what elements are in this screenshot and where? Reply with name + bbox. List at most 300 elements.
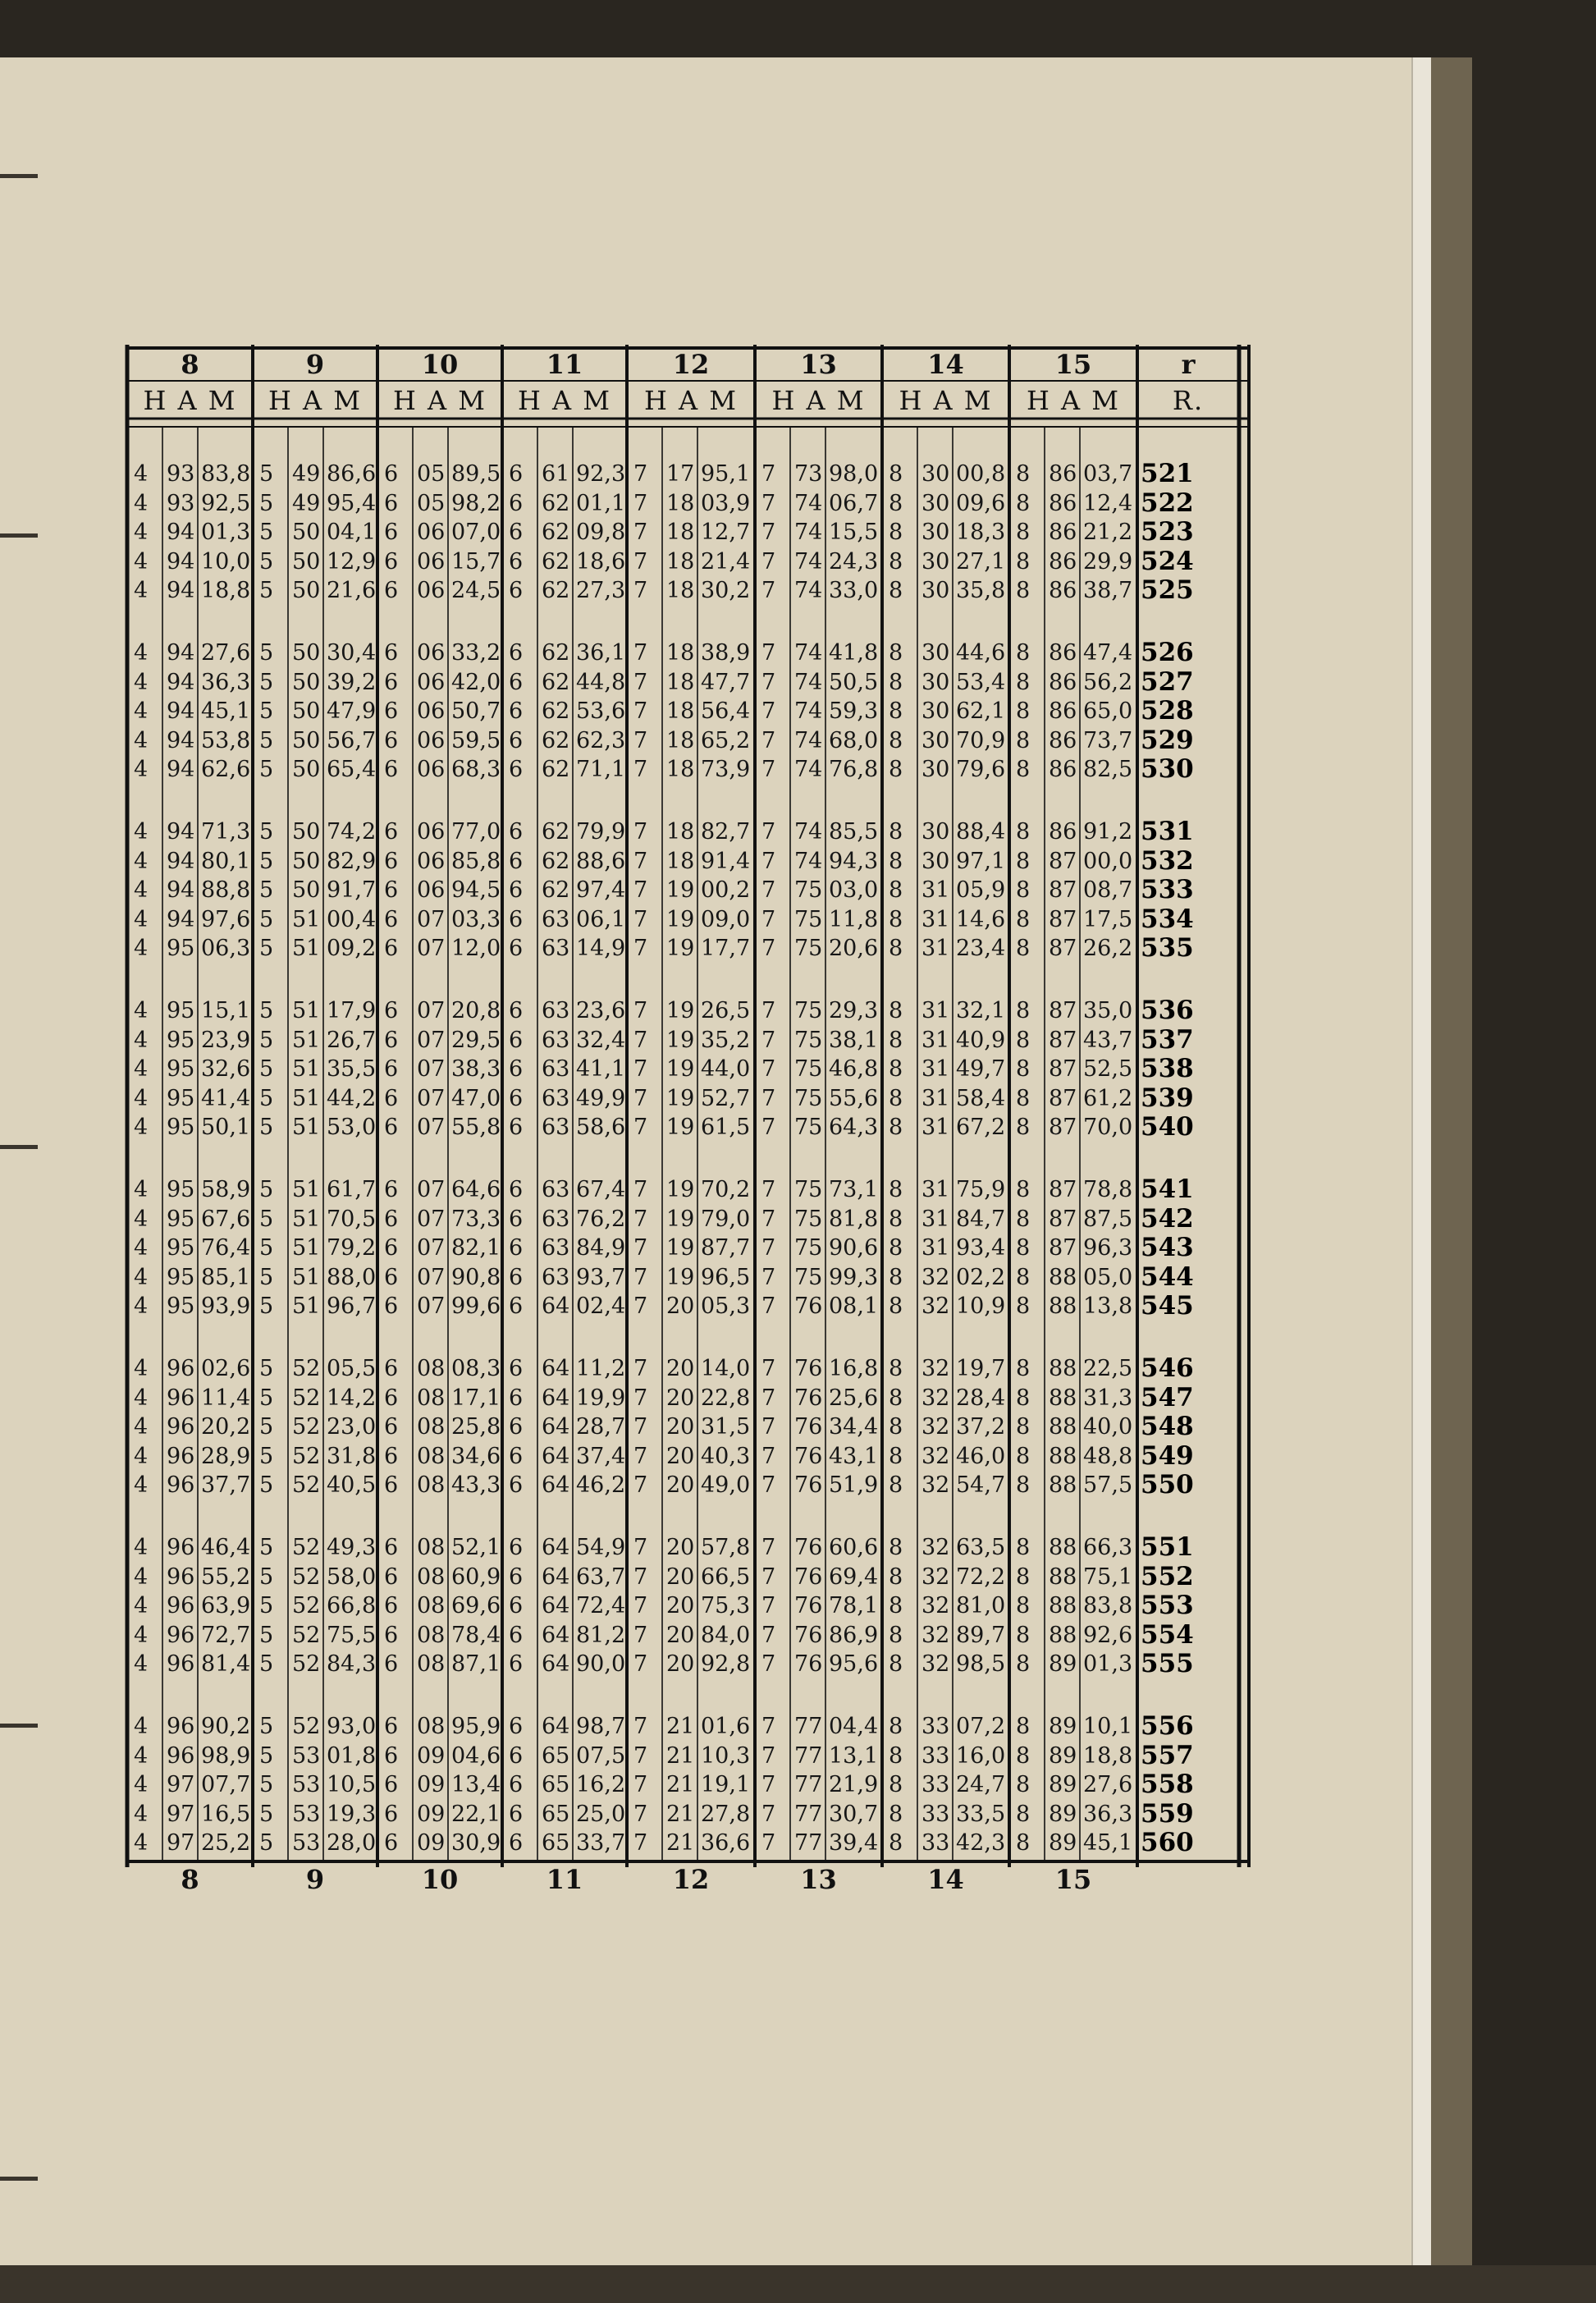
cell-hours: 8 [889, 490, 903, 516]
cell-minutes: 67,2 [956, 1115, 1006, 1141]
cell-minutes: 07,0 [451, 520, 501, 546]
cell-hours: 7 [761, 1622, 776, 1648]
cell-hours: 8 [1016, 1264, 1031, 1290]
row-number-r: 542 [1141, 1203, 1194, 1234]
cell-minutes: 98,9 [201, 1742, 251, 1769]
cell-degrees: 96 [167, 1472, 195, 1499]
cell-degrees: 51 [292, 906, 321, 932]
cell-degrees: 06 [417, 698, 446, 725]
row-number-r: 527 [1141, 666, 1194, 697]
column-subheader-8: H A M [1026, 385, 1121, 416]
cell-minutes: 50,5 [829, 669, 879, 695]
cell-hours: 5 [259, 640, 274, 666]
cell-hours: 7 [633, 727, 648, 753]
cell-degrees: 53 [292, 1772, 321, 1798]
cell-minutes: 75,1 [1083, 1564, 1133, 1590]
cell-degrees: 62 [542, 640, 570, 666]
cell-minutes: 01,6 [701, 1714, 751, 1739]
cell-minutes: 65,2 [701, 727, 751, 753]
cell-hours: 7 [761, 1177, 776, 1202]
cell-hours: 8 [889, 1177, 903, 1202]
cell-hours: 6 [384, 1115, 399, 1141]
cell-hours: 4 [134, 1235, 149, 1261]
cell-degrees: 76 [794, 1356, 823, 1381]
cell-degrees: 63 [542, 1056, 570, 1083]
cell-degrees: 31 [921, 877, 950, 904]
cell-minutes: 17,7 [701, 936, 751, 962]
footer-column-8: 15 [1054, 1864, 1092, 1895]
cell-degrees: 88 [1049, 1264, 1077, 1290]
cell-hours: 4 [134, 1622, 149, 1648]
binding-mark [0, 1145, 38, 1149]
cell-degrees: 52 [292, 1443, 321, 1469]
cell-degrees: 08 [417, 1443, 446, 1469]
cell-hours: 8 [889, 1593, 903, 1619]
cell-hours: 5 [259, 1443, 274, 1469]
cell-degrees: 18 [666, 819, 695, 845]
cell-degrees: 93 [167, 461, 195, 487]
cell-degrees: 21 [666, 1714, 695, 1739]
cell-minutes: 22,1 [451, 1801, 501, 1827]
cell-hours: 6 [509, 757, 524, 783]
cell-minutes: 98,2 [451, 490, 501, 516]
cell-hours: 4 [134, 1830, 149, 1857]
row-number-r: 555 [1141, 1649, 1194, 1679]
cell-degrees: 74 [794, 490, 823, 516]
cell-hours: 6 [509, 1085, 524, 1111]
cell-hours: 6 [509, 1177, 524, 1202]
cell-minutes: 28,4 [956, 1385, 1006, 1411]
cell-hours: 6 [509, 1772, 524, 1798]
cell-hours: 6 [384, 1206, 399, 1232]
cell-hours: 7 [633, 669, 648, 695]
cell-minutes: 79,2 [327, 1235, 377, 1261]
cell-hours: 8 [889, 1085, 903, 1111]
cell-degrees: 30 [921, 548, 950, 575]
cell-degrees: 75 [794, 1027, 823, 1053]
cell-hours: 5 [259, 1385, 274, 1411]
cell-minutes: 13,8 [1083, 1293, 1133, 1320]
cell-hours: 6 [384, 1801, 399, 1827]
cell-degrees: 75 [794, 998, 823, 1023]
cell-degrees: 19 [666, 1085, 695, 1111]
cell-hours: 6 [509, 520, 524, 546]
cell-minutes: 81,0 [956, 1593, 1006, 1619]
row-number-r: 560 [1141, 1828, 1194, 1858]
cell-minutes: 73,3 [451, 1206, 501, 1232]
cell-degrees: 62 [542, 757, 570, 783]
cell-hours: 6 [384, 1264, 399, 1290]
cell-minutes: 14,6 [956, 906, 1006, 932]
cell-minutes: 88,4 [956, 819, 1006, 845]
footer-column-5: 12 [672, 1864, 710, 1895]
cell-degrees: 06 [417, 757, 446, 783]
cell-hours: 7 [633, 1564, 648, 1590]
cell-hours: 7 [633, 1742, 648, 1769]
cell-hours: 7 [633, 1385, 648, 1411]
cell-degrees: 07 [417, 1206, 446, 1232]
cell-hours: 6 [384, 490, 399, 516]
footer-column-4: 11 [546, 1864, 583, 1895]
cell-degrees: 30 [921, 819, 950, 845]
cell-hours: 4 [134, 1714, 149, 1739]
cell-degrees: 86 [1049, 819, 1077, 845]
column-subheader-7: H A M [899, 385, 993, 416]
column-header-8: 15 [1054, 349, 1092, 380]
cell-minutes: 11,2 [576, 1356, 626, 1381]
cell-hours: 8 [889, 1472, 903, 1499]
cell-hours: 4 [134, 906, 149, 932]
cell-hours: 4 [134, 727, 149, 753]
cell-minutes: 19,7 [956, 1356, 1006, 1381]
cell-minutes: 97,4 [576, 877, 626, 904]
cell-degrees: 77 [794, 1772, 823, 1798]
cell-degrees: 51 [292, 936, 321, 962]
cell-hours: 7 [633, 1830, 648, 1857]
cell-hours: 6 [509, 877, 524, 904]
cell-hours: 8 [1016, 490, 1031, 516]
cell-degrees: 20 [666, 1414, 695, 1440]
cell-minutes: 98,0 [829, 461, 879, 487]
cell-degrees: 76 [794, 1535, 823, 1560]
cell-degrees: 73 [794, 461, 823, 487]
cell-minutes: 63,9 [201, 1593, 251, 1619]
column-header-9: r [1181, 349, 1196, 380]
cell-minutes: 02,6 [201, 1356, 251, 1381]
cell-minutes: 35,0 [1083, 998, 1133, 1023]
cell-degrees: 31 [921, 1177, 950, 1202]
cell-hours: 6 [509, 1056, 524, 1083]
cell-degrees: 06 [417, 578, 446, 604]
cell-minutes: 42,0 [451, 669, 501, 695]
cell-degrees: 49 [292, 490, 321, 516]
column-header-6: 13 [800, 349, 837, 380]
cell-degrees: 08 [417, 1385, 446, 1411]
column-header-5: 12 [672, 349, 710, 380]
cell-degrees: 08 [417, 1651, 446, 1678]
cell-hours: 8 [889, 877, 903, 904]
cell-hours: 7 [761, 906, 776, 932]
cell-hours: 8 [889, 1801, 903, 1827]
cell-hours: 6 [509, 1564, 524, 1590]
cell-hours: 7 [633, 1056, 648, 1083]
cell-degrees: 88 [1049, 1535, 1077, 1560]
cell-hours: 8 [889, 1264, 903, 1290]
cell-degrees: 63 [542, 1085, 570, 1111]
cell-minutes: 33,7 [576, 1830, 626, 1857]
cell-degrees: 07 [417, 1293, 446, 1320]
cell-degrees: 09 [417, 1772, 446, 1798]
cell-degrees: 07 [417, 936, 446, 962]
cell-hours: 8 [1016, 1714, 1031, 1739]
cell-hours: 7 [633, 1177, 648, 1202]
cell-minutes: 06,7 [829, 490, 879, 516]
cell-hours: 8 [1016, 1564, 1031, 1590]
cell-degrees: 19 [666, 1206, 695, 1232]
cell-degrees: 33 [921, 1742, 950, 1769]
cell-minutes: 52,1 [451, 1535, 501, 1560]
footer-column-6: 13 [800, 1864, 837, 1895]
row-number-r: 544 [1141, 1261, 1194, 1292]
cell-hours: 6 [509, 1385, 524, 1411]
cell-degrees: 74 [794, 640, 823, 666]
cell-degrees: 08 [417, 1535, 446, 1560]
row-number-r: 530 [1141, 754, 1194, 785]
cell-hours: 5 [259, 1772, 274, 1798]
cell-minutes: 09,8 [576, 520, 626, 546]
cell-degrees: 52 [292, 1356, 321, 1381]
cell-hours: 8 [1016, 1414, 1031, 1440]
cell-hours: 8 [1016, 1772, 1031, 1798]
cell-minutes: 14,2 [327, 1385, 377, 1411]
cell-degrees: 08 [417, 1472, 446, 1499]
cell-degrees: 62 [542, 819, 570, 845]
cell-hours: 7 [633, 1264, 648, 1290]
cell-degrees: 53 [292, 1830, 321, 1857]
cell-degrees: 88 [1049, 1564, 1077, 1590]
cell-degrees: 62 [542, 698, 570, 725]
cell-hours: 6 [384, 1772, 399, 1798]
cell-degrees: 96 [167, 1742, 195, 1769]
row-number-r: 536 [1141, 996, 1194, 1025]
cell-degrees: 94 [167, 877, 195, 904]
cell-minutes: 73,7 [1083, 727, 1133, 753]
cell-degrees: 87 [1049, 1235, 1077, 1261]
cell-minutes: 62,1 [956, 698, 1006, 725]
cell-minutes: 41,4 [201, 1085, 251, 1111]
cell-hours: 8 [889, 757, 903, 783]
cell-hours: 7 [761, 819, 776, 845]
cell-minutes: 25,8 [451, 1414, 501, 1440]
cell-minutes: 43,1 [829, 1443, 879, 1469]
cell-degrees: 64 [542, 1564, 570, 1590]
cell-degrees: 88 [1049, 1472, 1077, 1499]
cell-hours: 6 [384, 848, 399, 874]
cell-minutes: 92,6 [1083, 1622, 1133, 1648]
cell-hours: 8 [1016, 1593, 1031, 1619]
row-number-r: 534 [1141, 904, 1194, 934]
cell-degrees: 19 [666, 1177, 695, 1202]
cell-hours: 8 [1016, 936, 1031, 962]
cell-minutes: 27,8 [701, 1801, 751, 1827]
cell-minutes: 58,9 [201, 1177, 251, 1202]
cell-degrees: 63 [542, 906, 570, 932]
cell-minutes: 61,7 [327, 1177, 377, 1202]
cell-hours: 5 [259, 1651, 274, 1678]
cell-minutes: 46,4 [201, 1535, 251, 1560]
cell-hours: 6 [384, 936, 399, 962]
cell-hours: 8 [1016, 757, 1031, 783]
cell-hours: 7 [761, 1027, 776, 1053]
cell-minutes: 41,8 [829, 640, 879, 666]
cell-minutes: 25,2 [201, 1830, 251, 1857]
cell-minutes: 36,3 [201, 669, 251, 695]
cell-minutes: 29,9 [1083, 548, 1133, 575]
cell-hours: 7 [761, 548, 776, 575]
cell-minutes: 88,8 [201, 877, 251, 904]
cell-degrees: 52 [292, 1564, 321, 1590]
cell-degrees: 52 [292, 1593, 321, 1619]
cell-degrees: 89 [1049, 1714, 1077, 1739]
cell-minutes: 43,7 [1083, 1027, 1133, 1053]
cell-degrees: 18 [666, 727, 695, 753]
cell-minutes: 09,0 [701, 906, 751, 932]
cell-hours: 4 [134, 1472, 149, 1499]
cell-degrees: 52 [292, 1472, 321, 1499]
row-number-r: 551 [1141, 1532, 1194, 1562]
cell-hours: 7 [761, 1593, 776, 1619]
cell-hours: 6 [384, 1443, 399, 1469]
cell-hours: 6 [509, 640, 524, 666]
cell-hours: 5 [259, 819, 274, 845]
cell-minutes: 34,4 [829, 1414, 879, 1440]
row-number-r: 553 [1141, 1591, 1194, 1621]
cell-hours: 5 [259, 1056, 274, 1083]
cell-minutes: 21,9 [829, 1772, 879, 1798]
cell-degrees: 52 [292, 1714, 321, 1739]
footer-column-1: 8 [181, 1864, 199, 1895]
cell-degrees: 31 [921, 1085, 950, 1111]
cell-degrees: 30 [921, 490, 950, 516]
cell-hours: 8 [889, 1535, 903, 1560]
cell-degrees: 08 [417, 1593, 446, 1619]
cell-hours: 6 [509, 1535, 524, 1560]
cell-hours: 6 [384, 461, 399, 487]
cell-minutes: 35,5 [327, 1056, 377, 1083]
cell-minutes: 00,2 [701, 877, 751, 904]
cell-minutes: 04,6 [451, 1742, 501, 1769]
cell-minutes: 88,6 [576, 848, 626, 874]
cell-hours: 6 [509, 1414, 524, 1440]
column-subheader-6: H A M [771, 385, 866, 416]
cell-minutes: 24,3 [829, 548, 879, 575]
cell-hours: 6 [509, 1443, 524, 1469]
cell-minutes: 66,8 [327, 1593, 377, 1619]
cell-hours: 4 [134, 1593, 149, 1619]
cell-degrees: 87 [1049, 877, 1077, 904]
cell-degrees: 32 [921, 1385, 950, 1411]
cell-hours: 6 [384, 1651, 399, 1678]
cell-minutes: 38,3 [451, 1056, 501, 1083]
cell-degrees: 62 [542, 578, 570, 604]
cell-hours: 5 [259, 1742, 274, 1769]
cell-degrees: 33 [921, 1830, 950, 1857]
cell-degrees: 05 [417, 461, 446, 487]
cell-hours: 4 [134, 1742, 149, 1769]
cell-hours: 8 [889, 548, 903, 575]
cell-minutes: 81,2 [576, 1622, 626, 1648]
cell-minutes: 00,4 [327, 906, 377, 932]
cell-hours: 7 [633, 1535, 648, 1560]
cell-degrees: 30 [921, 520, 950, 546]
cell-degrees: 94 [167, 848, 195, 874]
cell-hours: 7 [761, 1742, 776, 1769]
cell-hours: 8 [1016, 1472, 1031, 1499]
cell-degrees: 18 [666, 548, 695, 575]
cell-minutes: 50,1 [201, 1115, 251, 1141]
cell-minutes: 75,3 [701, 1593, 751, 1619]
cell-hours: 4 [134, 520, 149, 546]
cell-hours: 7 [633, 848, 648, 874]
cell-minutes: 95,9 [451, 1714, 501, 1739]
cell-degrees: 09 [417, 1801, 446, 1827]
cell-hours: 4 [134, 1772, 149, 1798]
cell-degrees: 64 [542, 1293, 570, 1320]
cell-minutes: 95,4 [327, 490, 377, 516]
cell-minutes: 33,5 [956, 1801, 1006, 1827]
cell-degrees: 07 [417, 1177, 446, 1202]
cell-hours: 8 [1016, 877, 1031, 904]
cell-degrees: 87 [1049, 1085, 1077, 1111]
cell-minutes: 42,3 [956, 1830, 1006, 1857]
cell-minutes: 34,6 [451, 1443, 501, 1469]
cell-degrees: 74 [794, 669, 823, 695]
cell-degrees: 18 [666, 848, 695, 874]
cell-hours: 5 [259, 1564, 274, 1590]
cell-hours: 7 [633, 1443, 648, 1469]
cell-hours: 7 [761, 1385, 776, 1411]
page-edge [1411, 57, 1433, 2265]
cell-hours: 7 [633, 877, 648, 904]
cell-hours: 7 [761, 461, 776, 487]
cell-hours: 7 [761, 640, 776, 666]
cell-hours: 6 [509, 1472, 524, 1499]
cell-minutes: 01,3 [201, 520, 251, 546]
cell-degrees: 64 [542, 1472, 570, 1499]
cell-minutes: 52,5 [1083, 1056, 1133, 1083]
cell-hours: 6 [384, 1535, 399, 1560]
cell-hours: 5 [259, 490, 274, 516]
cell-hours: 6 [384, 1742, 399, 1769]
cell-degrees: 88 [1049, 1443, 1077, 1469]
column-subheader-9: R. [1172, 385, 1205, 416]
cell-minutes: 78,1 [829, 1593, 879, 1619]
cell-hours: 4 [134, 1056, 149, 1083]
cell-degrees: 76 [794, 1593, 823, 1619]
cell-degrees: 75 [794, 1177, 823, 1202]
cell-minutes: 08,7 [1083, 877, 1133, 904]
cell-hours: 6 [509, 1356, 524, 1381]
row-number-r: 541 [1141, 1174, 1194, 1204]
cell-hours: 4 [134, 757, 149, 783]
cell-hours: 8 [889, 1414, 903, 1440]
cell-degrees: 74 [794, 819, 823, 845]
cell-hours: 7 [761, 998, 776, 1023]
cell-hours: 5 [259, 1356, 274, 1381]
cell-minutes: 66,3 [1083, 1535, 1133, 1560]
cell-hours: 6 [509, 1714, 524, 1739]
cell-minutes: 79,6 [956, 757, 1006, 783]
cell-hours: 8 [1016, 548, 1031, 575]
cell-degrees: 76 [794, 1651, 823, 1678]
column-subheader-2: H A M [268, 385, 363, 416]
cell-hours: 6 [384, 757, 399, 783]
cell-minutes: 40,3 [701, 1443, 751, 1469]
cell-hours: 5 [259, 757, 274, 783]
cell-degrees: 32 [921, 1472, 950, 1499]
row-number-r: 538 [1141, 1054, 1194, 1084]
cell-degrees: 94 [167, 819, 195, 845]
cell-hours: 5 [259, 906, 274, 932]
cell-minutes: 45,1 [201, 698, 251, 725]
cell-hours: 6 [509, 578, 524, 604]
cell-degrees: 50 [292, 877, 321, 904]
cell-degrees: 62 [542, 727, 570, 753]
cell-degrees: 50 [292, 640, 321, 666]
cell-minutes: 92,5 [201, 490, 251, 516]
cell-degrees: 88 [1049, 1593, 1077, 1619]
row-number-r: 554 [1141, 1619, 1194, 1650]
